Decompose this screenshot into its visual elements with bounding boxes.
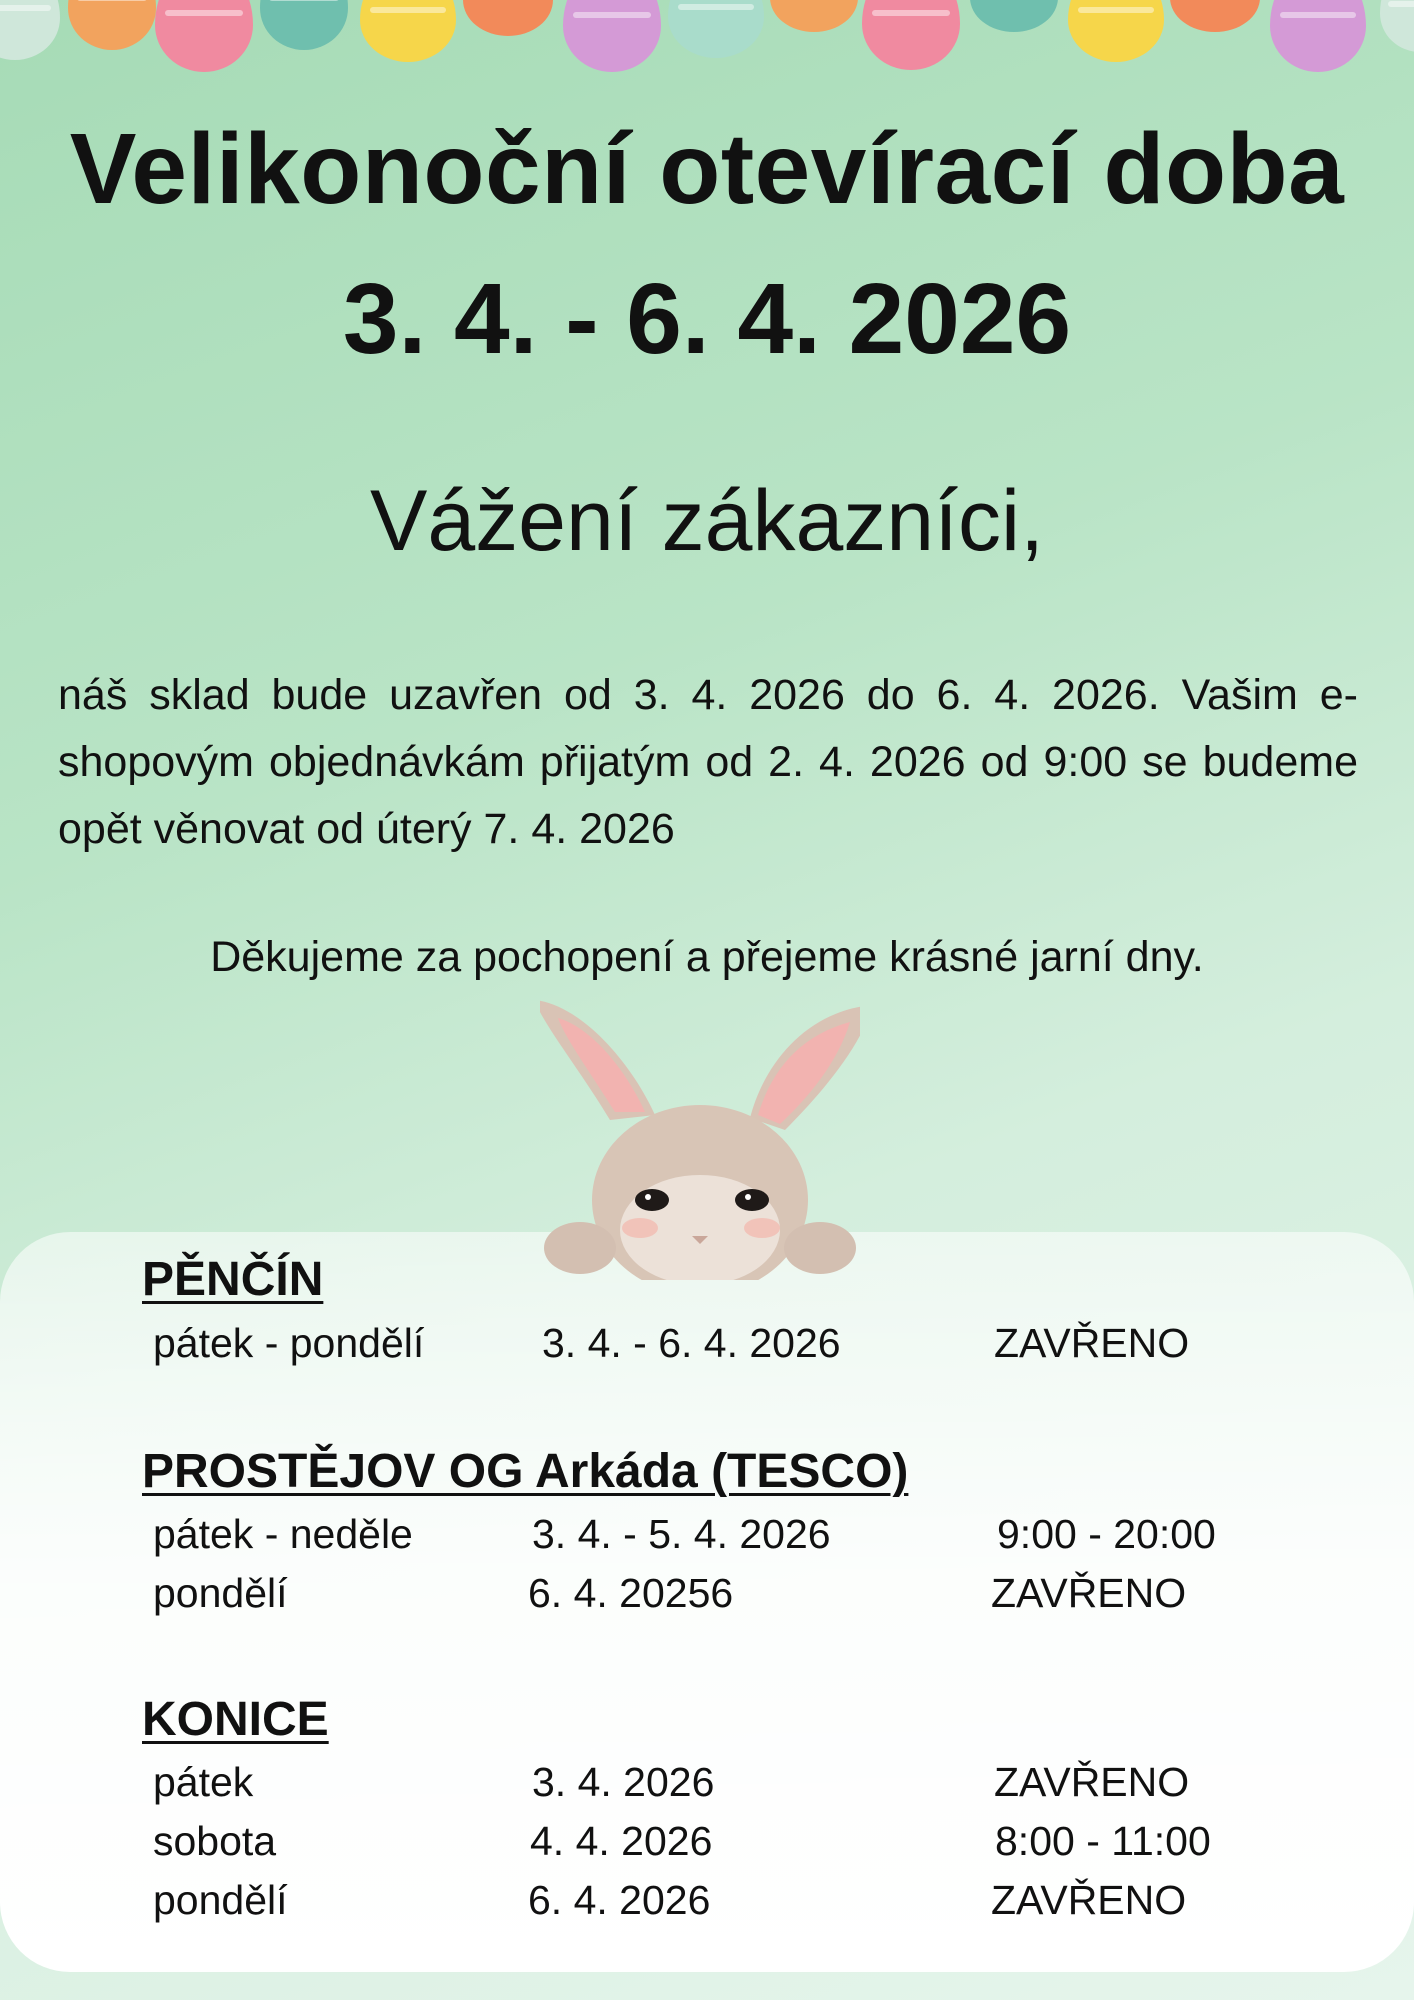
easter-egg-icon — [862, 0, 960, 70]
hours-days: sobota — [153, 1818, 277, 1864]
store-name-pencin: PĚNČÍN — [142, 1253, 324, 1306]
hours-days: pátek - neděle — [153, 1511, 413, 1557]
hours-row — [0, 1877, 1414, 1927]
bunny-illustration — [540, 1000, 860, 1280]
easter-egg-icon — [0, 0, 60, 60]
hours-status: ZAVŘENO — [991, 1877, 1187, 1923]
hours-status: ZAVŘENO — [991, 1570, 1187, 1616]
easter-egg-icon — [260, 0, 348, 50]
hours-row — [0, 1320, 1414, 1370]
hours-status: ZAVŘENO — [994, 1759, 1190, 1805]
hours-row — [0, 1570, 1414, 1620]
easter-egg-icon — [770, 0, 858, 32]
hours-date: 4. 4. 2026 — [530, 1818, 713, 1864]
hours-time: 9:00 - 20:00 — [997, 1511, 1216, 1557]
greeting: Vážení zákazníci, — [369, 473, 1045, 569]
hours-date: 3. 4. - 5. 4. 2026 — [532, 1511, 831, 1557]
hours-days: pátek — [153, 1759, 254, 1805]
easter-egg-garland — [0, 0, 1414, 80]
easter-egg-icon — [463, 0, 553, 36]
easter-egg-icon — [1170, 0, 1260, 32]
easter-egg-icon — [68, 0, 156, 50]
easter-egg-icon — [360, 0, 456, 62]
hours-date: 3. 4. 2026 — [532, 1759, 715, 1805]
easter-egg-icon — [155, 0, 253, 72]
easter-egg-icon — [970, 0, 1058, 32]
store-name-konice: KONICE — [142, 1693, 329, 1746]
closure-message: náš sklad bude uzavřen od 3. 4. 2026 do 6. 4. 2026. Vašim e-shopovým objednávkám přijatým od 2. 4. 2026 od 9:00 se budeme opět věnovat od úterý 7. 4. 2026 — [58, 671, 1358, 853]
page-title: Velikonoční otevírací doba — [69, 113, 1345, 225]
holiday-dates: 3. 4. - 6. 4. 2026 — [342, 263, 1072, 375]
store-name-prostejov: PROSTĚJOV OG Arkáda (TESCO) — [142, 1445, 909, 1498]
hours-time: 8:00 - 11:00 — [995, 1818, 1211, 1864]
easter-egg-icon — [1270, 0, 1366, 72]
hours-date: 6. 4. 20256 — [528, 1570, 734, 1616]
hours-row — [0, 1759, 1414, 1809]
hours-date: 3. 4. - 6. 4. 2026 — [542, 1320, 841, 1366]
hours-days: pátek - pondělí — [153, 1320, 425, 1366]
hours-days: pondělí — [153, 1570, 288, 1616]
easter-egg-icon — [1068, 0, 1164, 62]
easter-egg-icon — [1380, 0, 1414, 52]
thanks-message: Děkujeme za pochopení a přejeme krásné jarní dny. — [210, 933, 1204, 981]
hours-date: 6. 4. 2026 — [528, 1877, 711, 1923]
hours-row — [0, 1818, 1414, 1868]
hours-status: ZAVŘENO — [994, 1320, 1190, 1366]
hours-row — [0, 1511, 1414, 1561]
easter-egg-icon — [563, 0, 661, 72]
easter-egg-icon — [668, 0, 764, 58]
hours-days: pondělí — [153, 1877, 288, 1923]
